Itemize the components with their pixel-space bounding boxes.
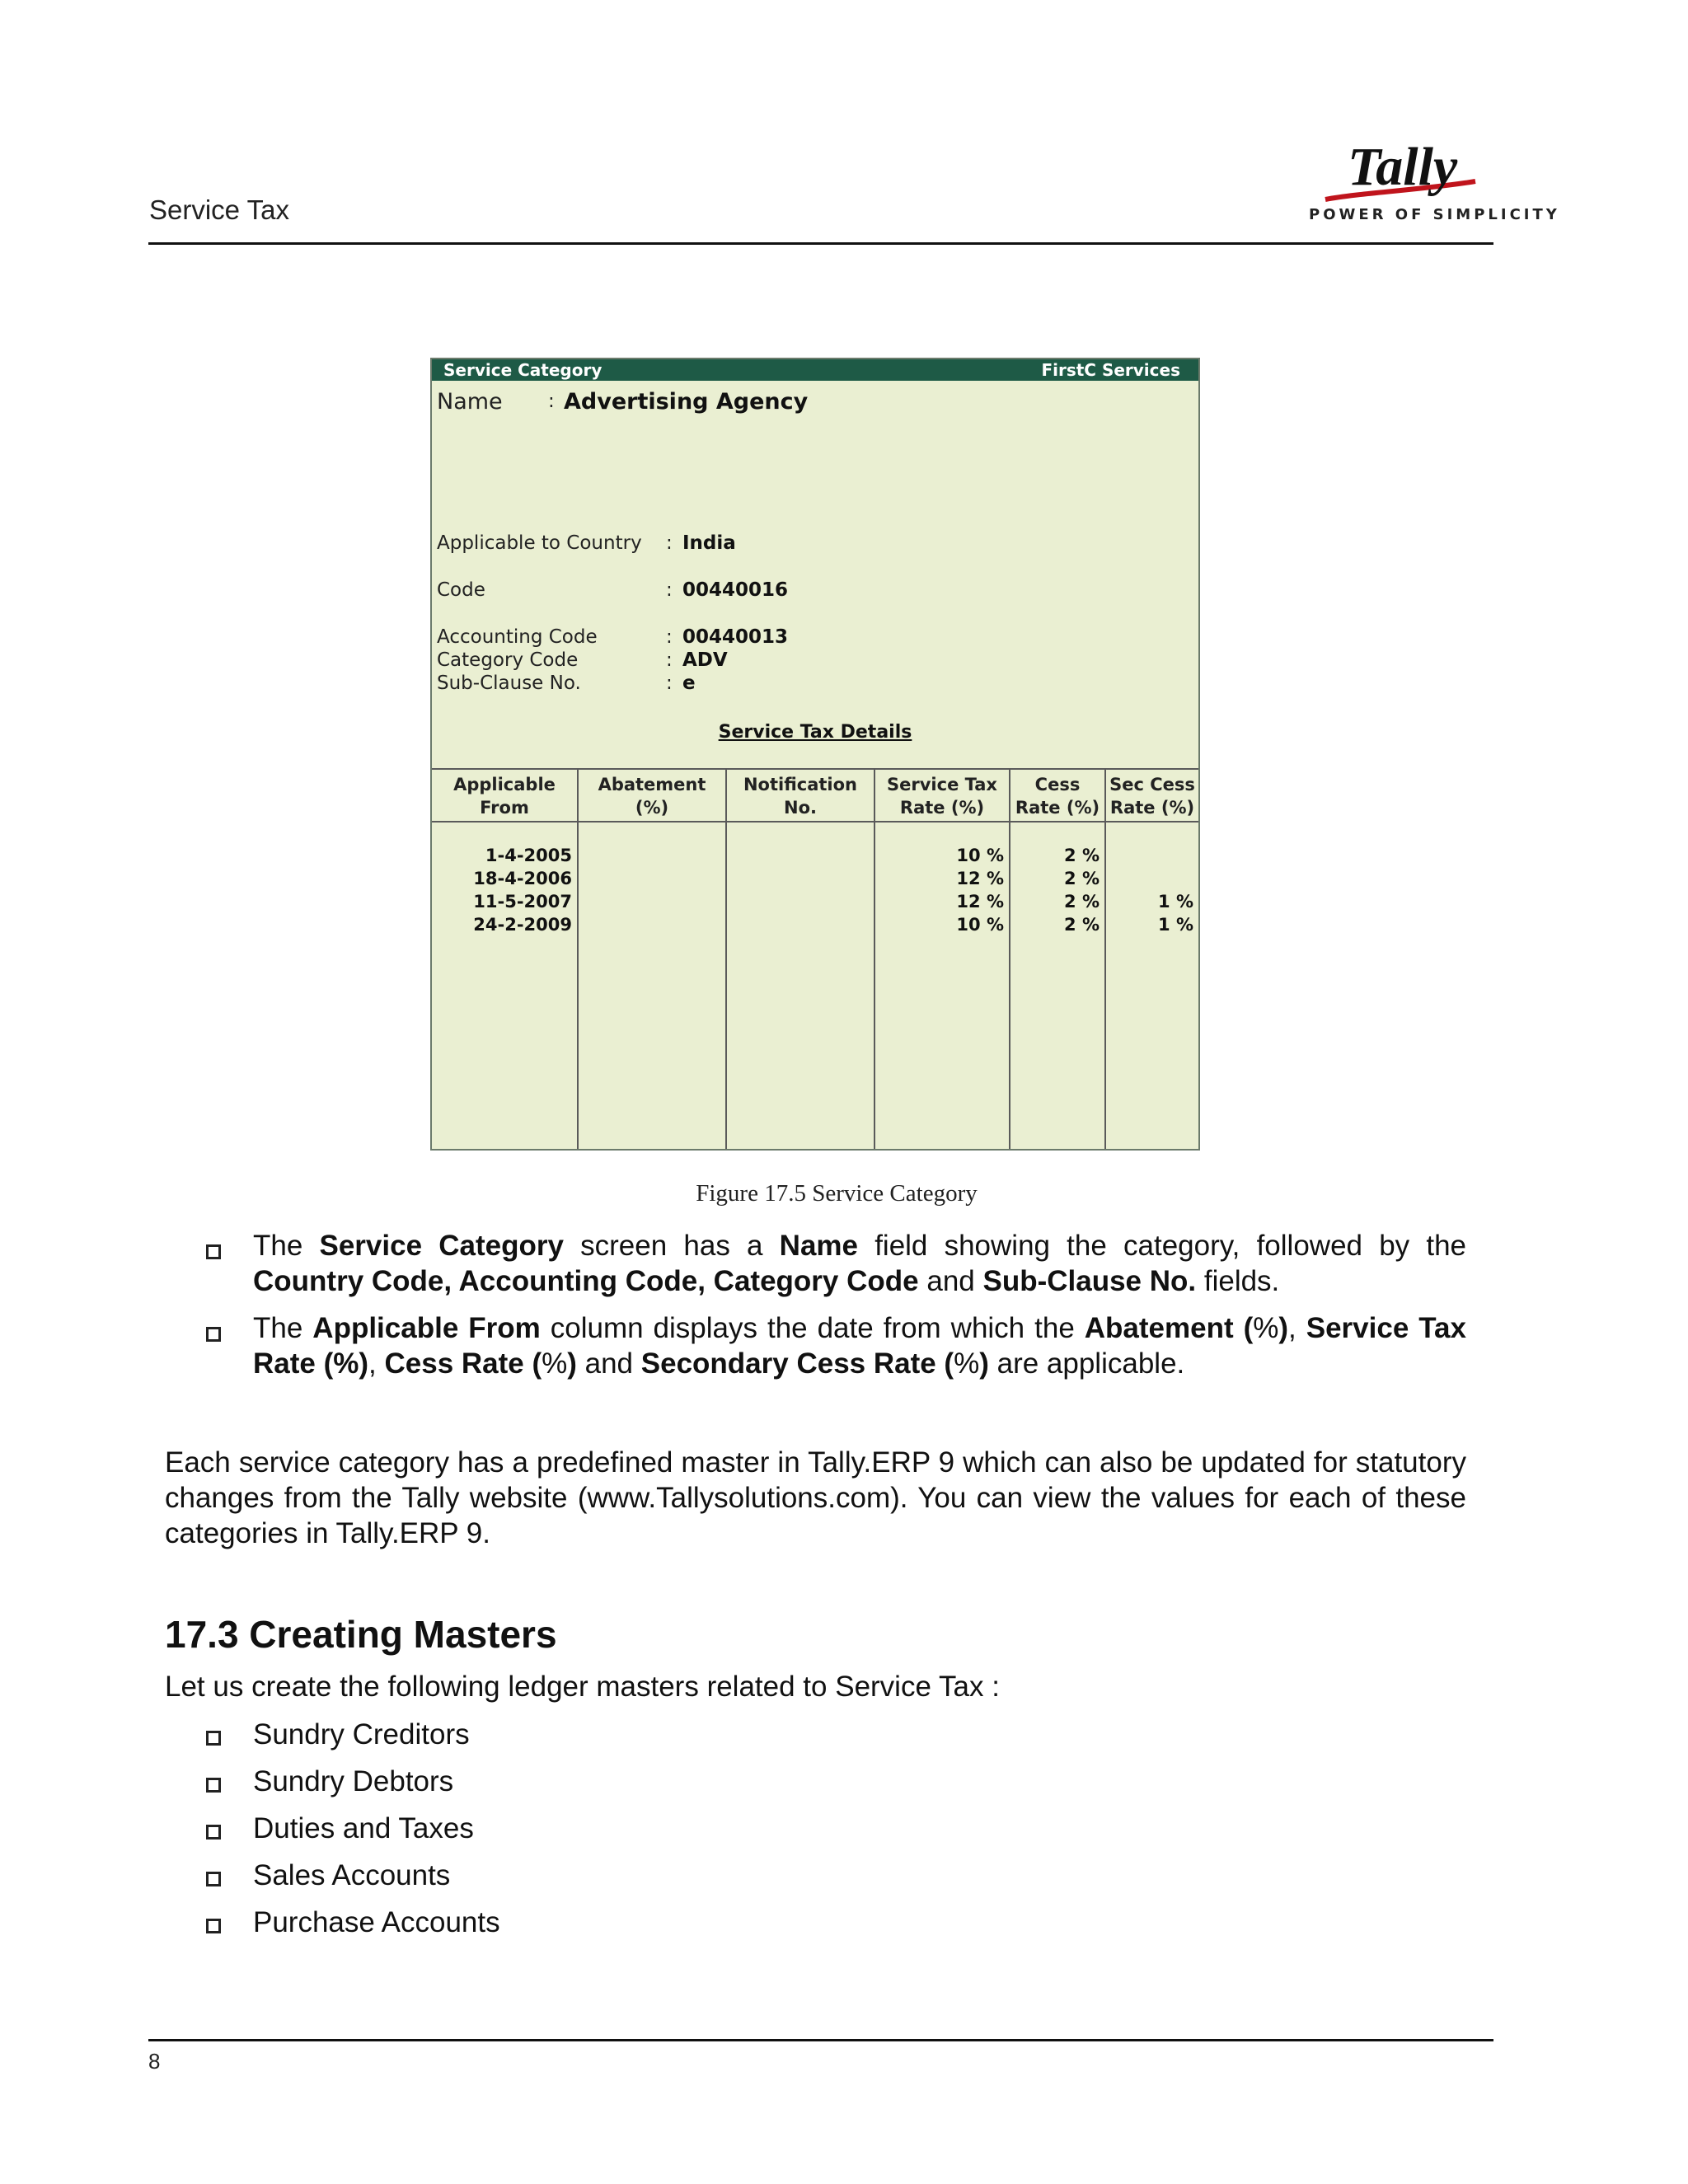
accounting-code-value[interactable]: 00440013 — [682, 626, 789, 648]
column-divider — [1009, 768, 1010, 1149]
column-divider — [1104, 768, 1106, 1149]
col-header-abatement: Abatement (%) — [598, 775, 706, 818]
service-category-screen — [430, 358, 1200, 1151]
cell-cess-rate: 2 % — [1064, 869, 1100, 888]
company-name: FirstC Services — [1041, 360, 1180, 380]
field-label: Category Code — [437, 649, 579, 671]
field-label: Sub-Clause No. — [437, 673, 581, 694]
bullet-marker — [206, 1872, 221, 1886]
col-header-cess-rate: Cess Rate (%) — [1015, 775, 1100, 818]
list-item: Purchase Accounts — [253, 1906, 500, 1938]
cell-service-tax-rate: 12 % — [956, 869, 1004, 888]
col-header-applicable-from: Applicable From — [453, 775, 556, 818]
cell-cess-rate: 2 % — [1064, 892, 1100, 912]
colon: : — [666, 579, 673, 601]
col-header-service-tax-rate: Service Tax Rate (%) — [887, 775, 997, 818]
field-label: Accounting Code — [437, 626, 598, 648]
header-title: Service Tax — [149, 194, 289, 225]
svg-text:Tally: Tally — [1348, 137, 1458, 197]
screen-title-bar — [432, 359, 1198, 381]
colon: : — [666, 626, 673, 648]
cell-cess-rate: 2 % — [1064, 846, 1100, 865]
bullet-paragraph: The Applicable From column displays the date from which the Abatement (%), Service Tax Rate (%), Cess Rate (%) and Secondary Cess Rate (%) are applicable. — [253, 1312, 1466, 1380]
section-title: 17.3 Creating Masters — [165, 1613, 557, 1656]
column-divider — [577, 768, 579, 1149]
list-item: Duties and Taxes — [253, 1812, 474, 1844]
cell-applicable-from: 11-5-2007 — [473, 892, 572, 912]
col-header-notification: Notification No. — [743, 775, 858, 818]
category-code-value[interactable]: ADV — [682, 649, 728, 671]
colon: : — [548, 391, 555, 412]
cell-applicable-from: 24-2-2009 — [473, 915, 572, 935]
name-label: Name — [437, 389, 503, 415]
name-value[interactable]: Advertising Agency — [564, 389, 809, 415]
table-top-rule — [432, 768, 1198, 770]
field-label: Applicable to Country — [437, 532, 642, 554]
cell-service-tax-rate: 12 % — [956, 892, 1004, 912]
list-item: Sundry Creditors — [253, 1718, 470, 1750]
bullet-marker — [206, 1825, 221, 1840]
cell-cess-rate: 2 % — [1064, 915, 1100, 935]
details-heading: Service Tax Details — [718, 722, 912, 743]
bullet-paragraph: The Service Category screen has a Name field showing the category, followed by the Country Code, Accounting Code, Category Code and Sub-Clause No. fields. — [253, 1230, 1466, 1297]
logo-tagline: POWER OF SIMPLICITY — [1309, 206, 1560, 223]
cell-service-tax-rate: 10 % — [956, 846, 1004, 865]
field-label: Code — [437, 579, 485, 601]
sub-clause-value[interactable]: e — [682, 673, 696, 694]
colon: : — [666, 649, 673, 671]
country-value[interactable]: India — [682, 532, 736, 554]
footer-rule — [148, 2039, 1493, 2041]
colon: : — [666, 532, 673, 554]
column-divider — [874, 768, 875, 1149]
code-value[interactable]: 00440016 — [682, 579, 789, 601]
cell-applicable-from: 18-4-2006 — [473, 869, 572, 888]
bullet-marker — [206, 1244, 221, 1259]
section-intro: Let us create the following ledger masters related to Service Tax : — [165, 1671, 1000, 1703]
bullet-marker — [206, 1327, 221, 1342]
col-header-sec-cess-rate: Sec Cess Rate (%) — [1109, 775, 1195, 818]
table-header-rule — [432, 821, 1198, 823]
colon: : — [666, 673, 673, 694]
bullet-marker — [206, 1731, 221, 1746]
cell-sec-cess-rate: 1 % — [1158, 915, 1193, 935]
figure-caption: Figure 17.5 Service Category — [696, 1180, 978, 1207]
screen-title: Service Category — [443, 360, 603, 380]
list-item: Sales Accounts — [253, 1859, 451, 1891]
cell-applicable-from: 1-4-2005 — [485, 846, 572, 865]
body-paragraph: Each service category has a predefined master in Tally.ERP 9 which can also be updated for statutory changes from the Tally website (www.Tallysolutions.com). You can view the values for each of these categories in Tally.ERP 9. — [165, 1446, 1466, 1549]
header-rule — [148, 242, 1493, 245]
cell-sec-cess-rate: 1 % — [1158, 892, 1193, 912]
column-divider — [725, 768, 727, 1149]
page-number: 8 — [148, 2049, 161, 2074]
bullet-marker — [206, 1919, 221, 1933]
cell-service-tax-rate: 10 % — [956, 915, 1004, 935]
list-item: Sundry Debtors — [253, 1765, 454, 1797]
bullet-marker — [206, 1778, 221, 1793]
